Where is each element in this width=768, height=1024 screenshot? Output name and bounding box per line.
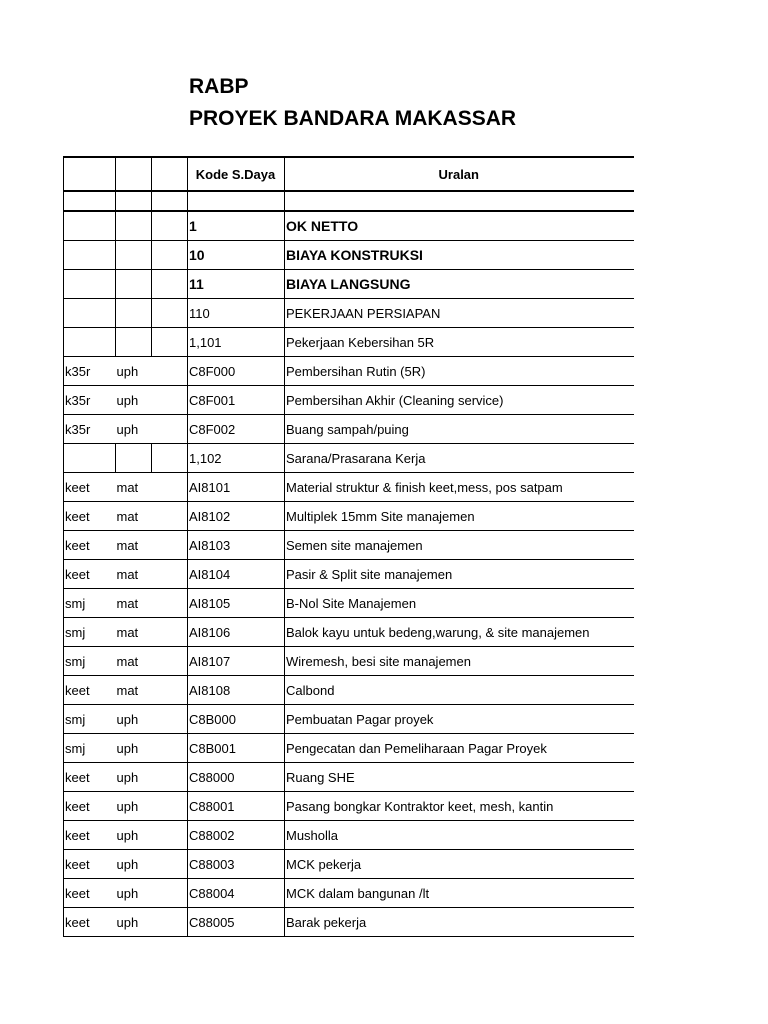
row-source-cell: smj <box>64 647 116 676</box>
row-type-cell: mat <box>116 473 152 502</box>
row-uraian-cell: Pasang bongkar Kontraktor keet, mesh, kantin <box>285 792 634 821</box>
row-source-cell: keet <box>64 560 116 589</box>
row-kode-cell: AI8104 <box>188 560 285 589</box>
row-uraian-cell: Pasir & Split site manajemen <box>285 560 634 589</box>
row-uraian-cell: OK NETTO <box>285 211 634 241</box>
row-source-cell: k35r <box>64 415 116 444</box>
row-type-cell: uph <box>116 792 152 821</box>
row-kode-cell: C8F001 <box>188 386 285 415</box>
row-source-cell: keet <box>64 763 116 792</box>
row-empty-cell <box>152 328 188 357</box>
row-uraian-cell: Semen site manajemen <box>285 531 634 560</box>
row-type-cell: mat <box>116 618 152 647</box>
row-type-cell: uph <box>116 908 152 937</box>
row-empty-cell <box>152 647 188 676</box>
row-kode-cell: AI8102 <box>188 502 285 531</box>
table-row <box>64 908 634 937</box>
row-empty-cell <box>152 734 188 763</box>
table-row <box>64 473 634 502</box>
table-row <box>64 821 634 850</box>
row-empty-cell <box>152 531 188 560</box>
table-body <box>64 191 634 937</box>
row-source-cell: k35r <box>64 386 116 415</box>
row-source-cell: keet <box>64 676 116 705</box>
row-uraian-cell: Musholla <box>285 821 634 850</box>
row-kode-cell: C88001 <box>188 792 285 821</box>
row-empty-cell <box>152 386 188 415</box>
rabp-table <box>63 156 634 937</box>
row-source-cell: k35r <box>64 357 116 386</box>
row-empty-cell <box>152 850 188 879</box>
table-row <box>64 531 634 560</box>
table-row <box>64 879 634 908</box>
table-header-row <box>64 157 634 191</box>
row-source-cell: smj <box>64 618 116 647</box>
row-uraian-cell: Pembersihan Akhir (Cleaning service) <box>285 386 634 415</box>
row-source-cell <box>64 211 116 241</box>
row-type-cell: mat <box>116 589 152 618</box>
header-cell-empty-3 <box>152 157 188 191</box>
row-uraian-cell: Balok kayu untuk bedeng,warung, & site manajemen <box>285 618 634 647</box>
row-source-cell: smj <box>64 589 116 618</box>
row-type-cell: uph <box>116 415 152 444</box>
row-source-cell: keet <box>64 850 116 879</box>
row-kode-cell: C88005 <box>188 908 285 937</box>
table-row <box>64 792 634 821</box>
row-type-cell: uph <box>116 357 152 386</box>
row-empty-cell <box>152 357 188 386</box>
row-type-cell <box>116 241 152 270</box>
row-type-cell: uph <box>116 821 152 850</box>
row-uraian-cell: Wiremesh, besi site manajemen <box>285 647 634 676</box>
table-row <box>64 444 634 473</box>
row-uraian-cell: Pembuatan Pagar proyek <box>285 705 634 734</box>
table-row <box>64 415 634 444</box>
row-type-cell <box>116 299 152 328</box>
table-row <box>64 328 634 357</box>
header-cell-empty-1 <box>64 157 116 191</box>
row-source-cell: smj <box>64 705 116 734</box>
row-source-cell: keet <box>64 908 116 937</box>
table-row <box>64 589 634 618</box>
row-kode-cell: C8F002 <box>188 415 285 444</box>
row-type-cell: mat <box>116 676 152 705</box>
table-row <box>64 763 634 792</box>
row-source-cell <box>64 444 116 473</box>
row-kode-cell: AI8101 <box>188 473 285 502</box>
row-source-cell <box>64 241 116 270</box>
row-source-cell: keet <box>64 821 116 850</box>
table-row <box>64 502 634 531</box>
row-kode-cell: C88003 <box>188 850 285 879</box>
row-empty-cell <box>152 444 188 473</box>
row-source-cell <box>64 191 116 211</box>
row-kode-cell: C88002 <box>188 821 285 850</box>
row-type-cell <box>116 211 152 241</box>
row-empty-cell <box>152 241 188 270</box>
document-title: RABP <box>189 75 249 98</box>
row-uraian-cell: Ruang SHE <box>285 763 634 792</box>
row-empty-cell <box>152 908 188 937</box>
row-empty-cell <box>152 676 188 705</box>
table-row <box>64 618 634 647</box>
row-type-cell <box>116 270 152 299</box>
row-type-cell: uph <box>116 386 152 415</box>
table-row <box>64 705 634 734</box>
row-empty-cell <box>152 415 188 444</box>
row-kode-cell: 10 <box>188 241 285 270</box>
row-source-cell <box>64 299 116 328</box>
row-source-cell <box>64 270 116 299</box>
row-uraian-cell: Pengecatan dan Pemeliharaan Pagar Proyek <box>285 734 634 763</box>
row-empty-cell <box>152 270 188 299</box>
table-row <box>64 850 634 879</box>
row-uraian-cell: Sarana/Prasarana Kerja <box>285 444 634 473</box>
row-uraian-cell: PEKERJAAN PERSIAPAN <box>285 299 634 328</box>
row-type-cell: mat <box>116 502 152 531</box>
row-source-cell: keet <box>64 502 116 531</box>
row-empty-cell <box>152 211 188 241</box>
row-uraian-cell: Barak pekerja <box>285 908 634 937</box>
row-kode-cell: AI8103 <box>188 531 285 560</box>
row-kode-cell: AI8105 <box>188 589 285 618</box>
row-source-cell: keet <box>64 792 116 821</box>
row-source-cell: keet <box>64 531 116 560</box>
row-empty-cell <box>152 821 188 850</box>
header-cell-empty-2 <box>116 157 152 191</box>
row-type-cell: mat <box>116 647 152 676</box>
row-type-cell <box>116 444 152 473</box>
row-type-cell: uph <box>116 705 152 734</box>
row-uraian-cell <box>285 191 634 211</box>
row-uraian-cell: Buang sampah/puing <box>285 415 634 444</box>
row-kode-cell: AI8106 <box>188 618 285 647</box>
header-uraian: Uralan <box>285 157 634 191</box>
table-row <box>64 357 634 386</box>
row-uraian-cell: Multiplek 15mm Site manajemen <box>285 502 634 531</box>
row-source-cell: keet <box>64 473 116 502</box>
row-type-cell: mat <box>116 531 152 560</box>
row-empty-cell <box>152 705 188 734</box>
row-uraian-cell: Pekerjaan Kebersihan 5R <box>285 328 634 357</box>
row-uraian-cell: MCK dalam bangunan /lt <box>285 879 634 908</box>
project-title: PROYEK BANDARA MAKASSAR <box>189 107 517 130</box>
row-kode-cell: C88000 <box>188 763 285 792</box>
row-kode-cell: AI8108 <box>188 676 285 705</box>
row-uraian-cell: BIAYA LANGSUNG <box>285 270 634 299</box>
row-source-cell: keet <box>64 879 116 908</box>
table-row <box>64 299 634 328</box>
table-row <box>64 647 634 676</box>
row-type-cell: uph <box>116 879 152 908</box>
row-empty-cell <box>152 191 188 211</box>
row-source-cell <box>64 328 116 357</box>
row-kode-cell: 11 <box>188 270 285 299</box>
table-row <box>64 211 634 241</box>
row-type-cell: uph <box>116 850 152 879</box>
row-kode-cell: C8B001 <box>188 734 285 763</box>
table-row <box>64 734 634 763</box>
row-type-cell: uph <box>116 734 152 763</box>
table-row <box>64 386 634 415</box>
row-empty-cell <box>152 502 188 531</box>
row-empty-cell <box>152 589 188 618</box>
row-uraian-cell: MCK pekerja <box>285 850 634 879</box>
row-uraian-cell: BIAYA KONSTRUKSI <box>285 241 634 270</box>
header-kode-sdaya: Kode S.Daya <box>188 157 285 191</box>
table-row <box>64 560 634 589</box>
table-row <box>64 270 634 299</box>
row-type-cell <box>116 191 152 211</box>
row-kode-cell <box>188 191 285 211</box>
row-source-cell: smj <box>64 734 116 763</box>
row-type-cell <box>116 328 152 357</box>
row-type-cell: mat <box>116 560 152 589</box>
row-kode-cell: C8F000 <box>188 357 285 386</box>
row-empty-cell <box>152 763 188 792</box>
row-uraian-cell: Pembersihan Rutin (5R) <box>285 357 634 386</box>
row-kode-cell: C88004 <box>188 879 285 908</box>
row-empty-cell <box>152 879 188 908</box>
table-row <box>64 676 634 705</box>
row-type-cell: uph <box>116 763 152 792</box>
row-kode-cell: 110 <box>188 299 285 328</box>
row-empty-cell <box>152 473 188 502</box>
row-empty-cell <box>152 560 188 589</box>
row-kode-cell: C8B000 <box>188 705 285 734</box>
row-kode-cell: 1,102 <box>188 444 285 473</box>
row-uraian-cell: Calbond <box>285 676 634 705</box>
row-uraian-cell: Material struktur & finish keet,mess, pos satpam <box>285 473 634 502</box>
row-empty-cell <box>152 792 188 821</box>
row-empty-cell <box>152 299 188 328</box>
row-empty-cell <box>152 618 188 647</box>
row-kode-cell: 1,101 <box>188 328 285 357</box>
table-row <box>64 241 634 270</box>
row-kode-cell: AI8107 <box>188 647 285 676</box>
row-uraian-cell: B-Nol Site Manajemen <box>285 589 634 618</box>
table-row <box>64 191 634 211</box>
row-kode-cell: 1 <box>188 211 285 241</box>
